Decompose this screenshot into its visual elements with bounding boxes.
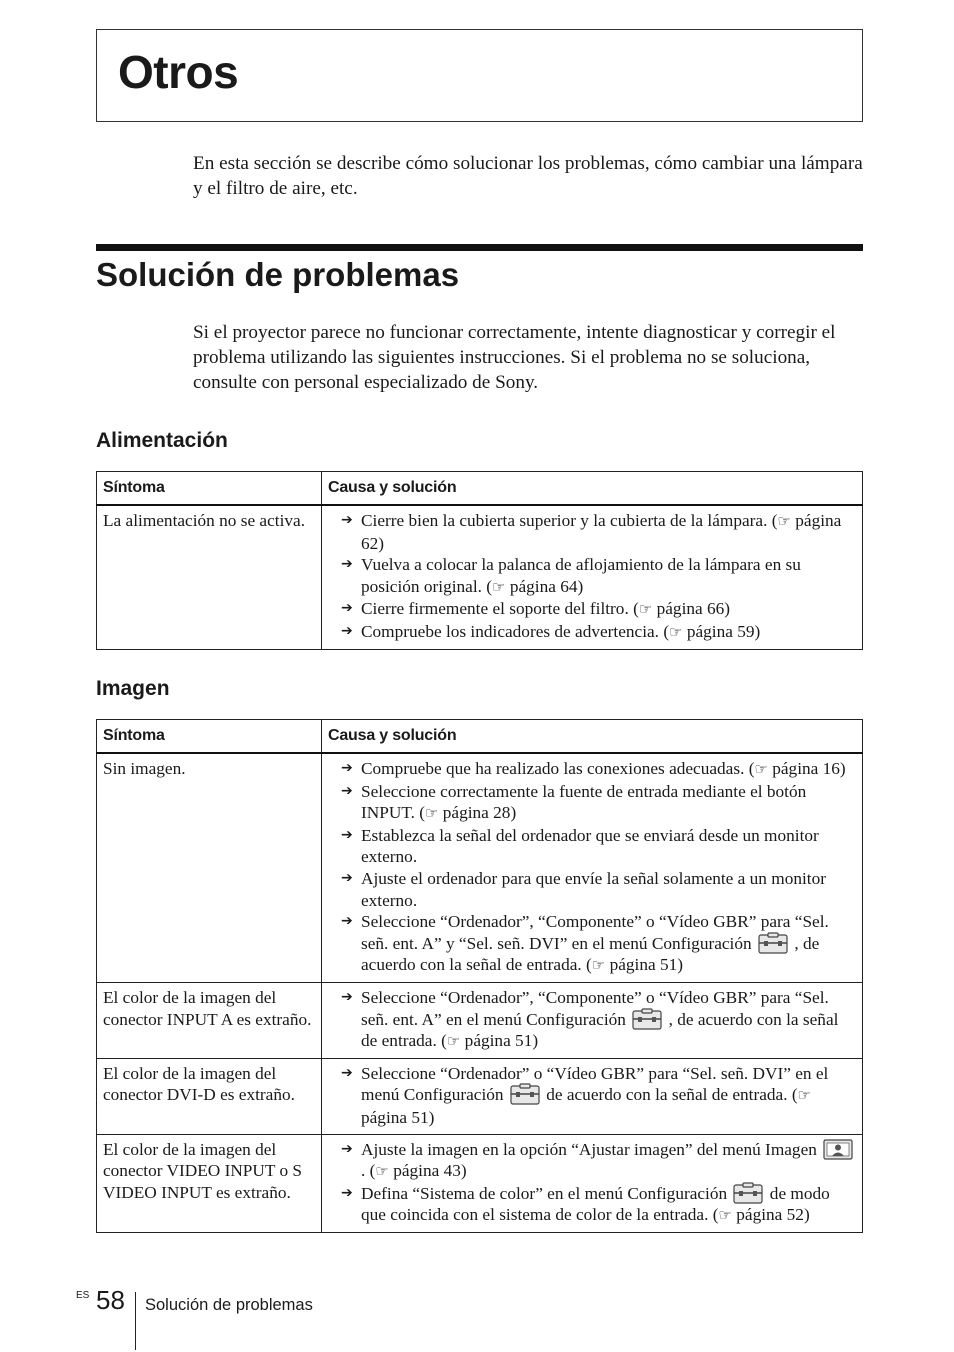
cause-item: ➔ Compruebe los indicadores de advertencia. (☞ página 59) [341,621,761,641]
cause-cell [322,982,863,1058]
arrow-icon: ➔ [341,760,353,776]
arrow-icon: ➔ [341,556,353,573]
page-reference-icon: ☞ [718,1206,732,1225]
cause-text: Defina “Sistema de color” en el menú Configuración [361,1183,728,1203]
page-reference-icon: ☞ [638,600,653,619]
page-reference-icon: ☞ [375,1162,389,1181]
subheading-alimentacion: Alimentación [96,429,228,452]
cause-cell [322,1058,863,1134]
section-title: Solución de problemas [96,256,460,293]
cause-list [341,987,856,1053]
table-row [97,505,863,649]
cause-item: ➔ Cierre firmemente el soporte del filtro. (☞ página 66) [341,599,731,619]
page-reference-icon: ☞ [777,512,791,530]
chapter-title-box [96,29,863,122]
cause-text: , de acuerdo con la señal de entrada. [361,1009,839,1051]
symptom-cell: La alimentación no se activa. [97,505,322,649]
page-reference-icon: ☞ [446,1032,461,1051]
table-alimentacion [96,471,863,650]
page-number: 58 [96,1285,125,1315]
symptom-cell: Sin imagen. [97,753,322,982]
page-reference-icon: ☞ [492,577,506,596]
page-reference: página 64 [509,576,578,596]
table-row [97,753,863,982]
config-menu-icon [733,1182,763,1204]
cause-text: Seleccione “Ordenador”, “Componente” o “Vídeo GBR” para “Sel. señ. ent. A” y “Sel. señ. DVI” en el menú Configuración [361,912,829,953]
cause-item: ➔ Seleccione correctamente la fuente de entrada mediante el botón INPUT. (☞ página 28) [341,781,807,823]
subheading-imagen: Imagen [96,677,170,700]
cause-item: ➔ Compruebe que ha realizado las conexiones adecuadas. (☞ página 16) [341,759,846,778]
footer-language: ES [76,1290,90,1301]
symptom-cell: El color de la imagen del conector VIDEO INPUT o S VIDEO INPUT es extraño. [97,1134,322,1232]
cause-text: Seleccione “Ordenador”, “Componente” o “Vídeo GBR” para “Sel. señ. ent. A” en el menú Configuración [361,987,829,1029]
table-row [97,1134,863,1232]
cause-item: ➔ Seleccione “Ordenador”, “Componente” o “Vídeo GBR” para “Sel. señ. ent. A” y “Sel. señ. DVI” en el menú Configuración , de acuerdo con la señal de entrada. (☞ página 51) [341,912,829,975]
page-reference: página 52 [736,1205,804,1225]
section-intro: Si el proyector parece no funcionar correctamente, intente diagnosticar y corregir el problema utilizando las siguientes instrucciones. Si el problema no se soluciona, consulte con personal especializado de Sony. [193,322,836,393]
config-menu-icon [758,932,788,954]
page-reference: página 43 [393,1161,461,1181]
table-row [97,1058,863,1134]
arrow-icon: ➔ [341,1064,353,1081]
arrow-icon: ➔ [341,913,353,930]
page-reference: página 51 [361,1107,429,1127]
cause-cell [322,505,863,649]
chapter-title: Otros [118,46,239,98]
page-reference-icon: ☞ [425,804,439,823]
chapter-intro: En esta sección se describe cómo solucionar los problemas, cómo cambiar una lámpara y el filtro de aire, etc. [193,153,863,199]
image-menu-icon [823,1138,853,1160]
page-reference: página 16 [772,759,840,778]
table-row [97,982,863,1058]
cause-item: ➔ Cierre bien la cubierta superior y la cubierta de la lámpara. (☞ página 62) [341,511,842,553]
arrow-icon: ➔ [341,782,353,799]
cause-item: ➔ Seleccione “Ordenador” o “Vídeo GBR” para “Sel. señ. DVI” en el menú Configuración de acuerdo con la señal de entrada. (☞ página 51) [341,1063,829,1127]
section-rule [96,244,863,251]
page-reference: página 66 [656,599,725,619]
column-header-symptom: Síntoma [97,720,322,754]
cause-text: de acuerdo con la señal de entrada. [546,1085,788,1105]
column-header-cause: Causa y solución [322,720,863,754]
cause-text: , de acuerdo con la señal de entrada. [361,933,820,975]
page-reference: página 62 [361,511,842,553]
cause-cell [322,1134,863,1232]
cause-text: Compruebe que ha realizado las conexiones adecuadas. [361,759,745,778]
page-reference: página 28 [442,803,511,823]
arrow-icon: ➔ [341,826,353,843]
cause-item [341,825,856,868]
cause-cell [322,753,863,982]
config-menu-icon [510,1083,540,1105]
cause-text: Seleccione “Ordenador” o “Vídeo GBR” para “Sel. señ. DVI” en el menú Configuración [361,1063,829,1105]
page-reference: página 51 [464,1031,533,1051]
cause-text: . [361,1161,366,1181]
cause-text: Seleccione correctamente la fuente de entrada mediante el botón INPUT. [361,781,807,823]
arrow-icon: ➔ [341,622,353,639]
symptom-cell: El color de la imagen del conector DVI-D es extraño. [97,1058,322,1134]
cause-item [341,868,856,911]
page-reference: página 59 [686,621,755,641]
cause-item: ➔ Defina “Sistema de color” en el menú Configuración de modo que coincida con el sistema de color de la entrada. (☞ página 52) [341,1183,830,1225]
cause-text: Establezca la señal del ordenador que se enviará desde un monitor externo. [361,825,819,867]
arrow-icon: ➔ [341,600,353,617]
cause-text: Compruebe los indicadores de advertencia. [361,621,659,641]
table-imagen [96,719,863,1233]
arrow-icon: ➔ [341,988,353,1005]
column-header-symptom: Síntoma [97,472,322,506]
cause-text: Ajuste el ordenador para que envíe la señal solamente a un monitor externo. [361,868,826,910]
cause-list [341,1139,856,1227]
page-reference: página 51 [609,955,678,975]
symptom-cell: El color de la imagen del conector INPUT A es extraño. [97,982,322,1058]
cause-list [341,758,856,977]
cause-list [341,1063,856,1129]
cause-text: Cierre bien la cubierta superior y la cubierta de la lámpara. [361,511,768,530]
cause-item: ➔ Vuelva a colocar la palanca de aflojamiento de la lámpara en su posición original. (☞ página 64) [341,555,801,596]
page-reference-icon: ☞ [797,1086,812,1105]
cause-text: Cierre firmemente el soporte del filtro. [361,599,629,619]
arrow-icon: ➔ [341,869,353,886]
arrow-icon: ➔ [341,1184,353,1201]
cause-text: Vuelva a colocar la palanca de aflojamiento de la lámpara en su posición original. [361,555,801,596]
cause-item: ➔ Ajuste la imagen en la opción “Ajustar imagen” del menú Imagen . (☞ página 43) [341,1139,856,1183]
footer-section-title: Solución de problemas [145,1296,313,1314]
cause-text: de modo que coincida con el sistema de color de la entrada. [361,1183,830,1225]
page-reference-icon: ☞ [591,956,606,975]
cause-item: ➔ Seleccione “Ordenador”, “Componente” o “Vídeo GBR” para “Sel. señ. ent. A” en el menú Configuración , de acuerdo con la señal de entrada. (☞ página 51) [341,987,839,1051]
page-reference-icon: ☞ [754,760,768,778]
config-menu-icon [632,1008,662,1030]
page-reference-icon: ☞ [669,622,683,641]
cause-text: Ajuste la imagen en la opción “Ajustar imagen” del menú Imagen [361,1139,817,1159]
footer-divider [135,1292,136,1350]
arrow-icon: ➔ [341,1140,353,1157]
arrow-icon: ➔ [341,512,353,528]
cause-list [341,510,856,644]
column-header-cause: Causa y solución [322,472,863,506]
